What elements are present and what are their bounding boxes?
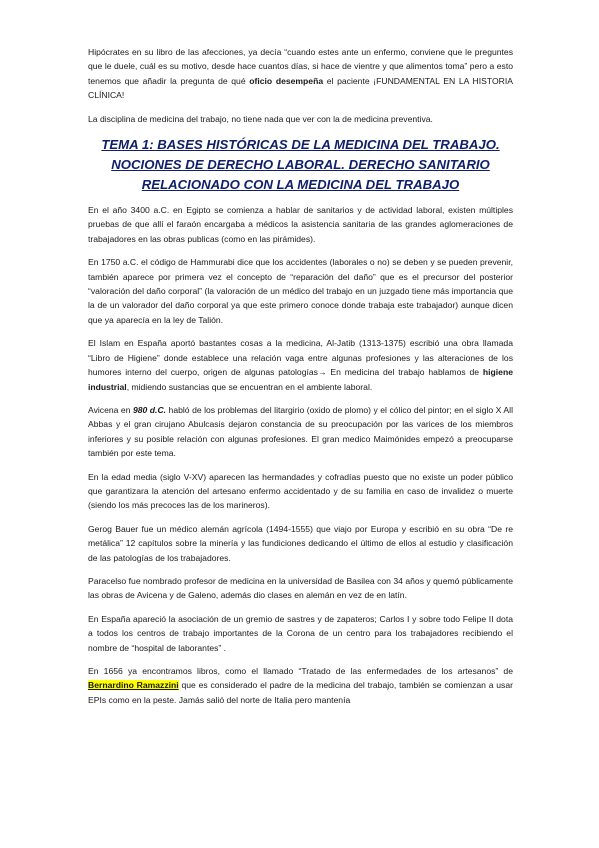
paragraph-avicena <box>88 403 513 461</box>
text-run: , midiendo sustancias que se encuentran en el ambiente laboral. <box>126 381 373 392</box>
highlighted-name: Bernardino Ramazzini <box>88 680 179 691</box>
paragraph-paracelso: Paracelso fue nombrado profesor de medicina en la universidad de Basilea con 34 años y quemó públicamente las obras de Avicena y de Galeno, además dio clases en alemán en vez de en latín. <box>88 575 513 601</box>
paragraph-islam <box>88 336 513 394</box>
paragraph-egipto: En el año 3400 a.C. en Egipto se comienza a hablar de sanitarios y de actividad laboral, existen múltiples pruebas de que allí el faraón encargaba a médicos la asistencia sanitaria de las grandes aglomeraciones de trabajadores en las obras publicas (como en las pirámides). <box>88 205 513 244</box>
bold-date: 980 d.C. <box>132 404 167 415</box>
bold-term-higiene: higiene industrial <box>88 367 513 392</box>
text-run: habló de los problemas del litargirio (oxido de plomo) y el cólico del pintor; en el siglo X All Abbas y el gran cirujano Abulcasis dejaron constancia de su preocupación por las varices de los miembros inferiores y su posible relación con algunas profesiones. El gran medico Maimónides empezó a preocuparse también por este tema. <box>88 404 513 459</box>
text-run: El Islam en España aportó bastantes cosas a la medicina, Al-Jatib (1313-1375) escribió una obra llamada “Libro de Higiene” donde establece una relación vaga entre algunas profesiones y las alteraciones de los humores interno del cuerpo, origen de algunas patologías→ En medicina del trabajo hablamos de <box>88 338 513 378</box>
paragraph-ramazzini <box>88 664 513 707</box>
text-run: Avicena en <box>88 404 133 415</box>
text-run: el paciente ¡FUNDAMENTAL EN LA HISTORIA CLÍNICA! <box>88 75 513 101</box>
section-title <box>88 135 513 195</box>
title-line-2: NOCIONES DE DERECHO LABORAL. DERECHO SANITARIO <box>111 157 490 173</box>
bold-term-oficio: oficio desempeña <box>249 75 324 86</box>
text-run: que es considerado el padre de la medicina del trabajo, también se comienzan a usar EPIs como en la peste. Jamás salió del norte de Italia pero mantenía <box>88 680 513 705</box>
paragraph-edad-media: En la edad media (siglo V-XV) aparecen las hermandades y cofradías puesto que no existe un poder público que garantizara la atención del artesano enfermo accidentado y de su familia en caso de invalidez o muerte (siendo los más precoces las de los marineros). <box>88 471 513 511</box>
text-run: Hipócrates en su libro de las afecciones, ya decía “cuando estes ante un enfermo, conviene que le preguntes que le duele, cuál es su motivo, desde hace cuantos días, si hace de vientre y que alimentos toma” pero a esto tenemos que añadir la pregunta de qué <box>88 47 513 86</box>
paragraph-hammurabi: En 1750 a.C. el código de Hammurabi dice que los accidentes (laborales o no) se deben y se pueden prevenir, también aparece por primera vez el concepto de “reparación del daño” que es el precursor del posterior “valoración del daño corporal” (la valoración de un médico del trabajo en un juzgado tiene más importancia que la de un valorador del daño corporal ya que este primero conoce donde trabaja este trabajador) aunque dicen que ya aparecía en la ley de Talión. <box>88 257 513 325</box>
paragraph-espana: En España apareció la asociación de un gremio de sastres y de zapateros; Carlos I y sobre todo Felipe II dota a todos los centros de trabajo importantes de la Corona de un centro para los trabajadores recibiendo el nombre de “hospital de laborantes” . <box>88 613 513 653</box>
paragraph-bauer: Gerog Bauer fue un médico alemán agrícola (1494-1555) que viajo por Europa y escribió en su obra “De re metálica” 12 capítulos sobre la minería y las fundiciones dedicando el último de ellos al estudio y clasificación de las patologías de los trabajadores. <box>88 523 513 563</box>
text-run: En 1656 ya encontramos libros, como el llamado “Tratado de las enfermedades de los artesanos” de <box>88 666 513 676</box>
paragraph-hipocrates <box>88 45 513 103</box>
paragraph-disciplina: La disciplina de medicina del trabajo, no tiene nada que ver con la de medicina preventiva. <box>88 113 433 124</box>
title-line-3: RELACIONADO CON LA MEDICINA DEL TRABAJO <box>141 177 460 193</box>
title-line-1: TEMA 1: BASES HISTÓRICAS DE LA MEDICINA DEL TRABAJO. <box>101 137 500 153</box>
